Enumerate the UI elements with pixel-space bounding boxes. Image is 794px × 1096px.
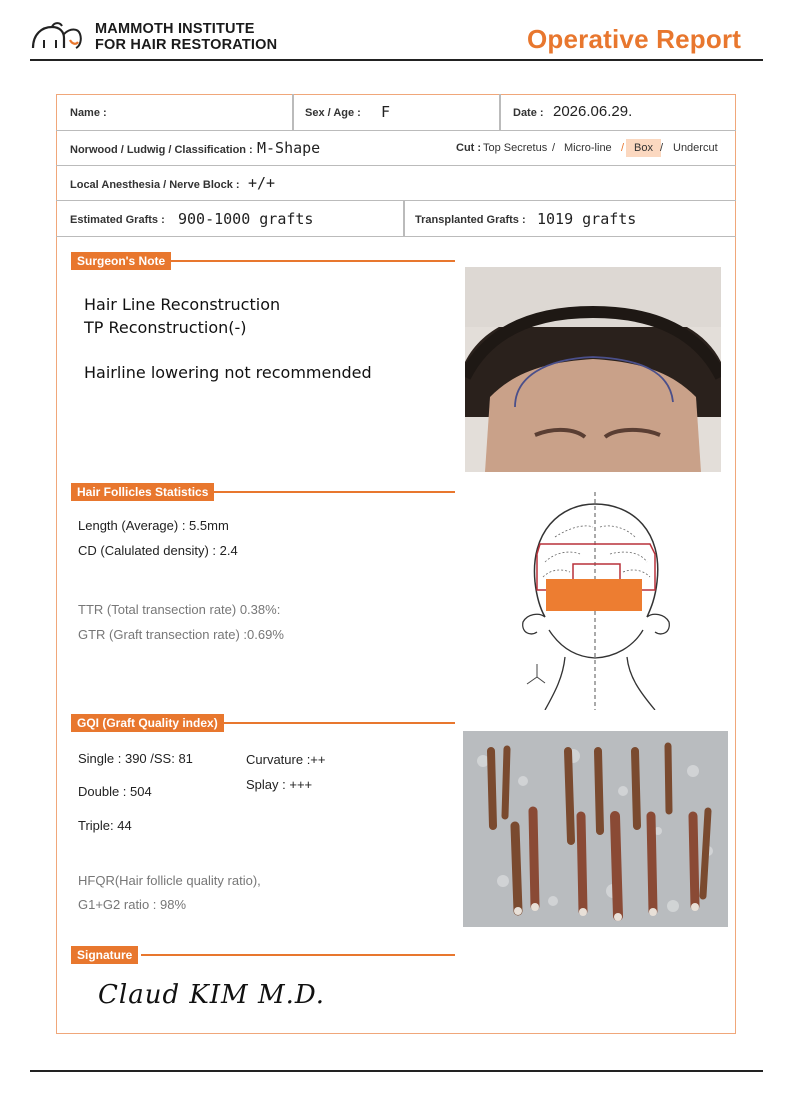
follicle-stats-heading [71,483,456,501]
gqi-g1g2-ratio: G1+G2 ratio : 98% [78,897,187,912]
section-tag: Surgeon's Note [71,252,171,270]
note-line-1: Hair Line Reconstruction [84,295,281,314]
header-divider [30,59,763,61]
divider [499,94,501,130]
surgeons-note-heading [71,252,456,270]
elephant-logo-icon [30,20,90,52]
date-label: Date : [513,107,544,119]
sexage-label: Sex / Age : [305,107,361,119]
cut-option-box-selected[interactable]: Box [626,139,661,157]
estimated-grafts-label: Estimated Grafts : [70,214,165,226]
gqi-triple: Triple: 44 [78,818,132,833]
transplanted-grafts-label: Transplanted Grafts : [415,214,526,226]
anesthesia-label: Local Anesthesia / Nerve Block : [70,179,240,191]
classification-label: Norwood / Ludwig / Classification : [70,144,253,156]
cut-label: Cut : [456,142,482,154]
divider [292,94,294,130]
stat-length: Length (Average) : 5.5mm [78,518,229,533]
section-rule [209,491,455,493]
institute-line1: MAMMOTH INSTITUTE [95,21,255,37]
section-rule [219,722,455,724]
form-row-anesthesia [56,166,736,201]
gqi-single: Single : 390 /SS: 81 [78,751,193,766]
anesthesia-value: +/+ [248,174,276,192]
note-line-2: TP Reconstruction(-) [84,318,247,337]
patient-hairline-photo [465,267,721,472]
form-row-identity [56,94,736,131]
form-row-classification: Norwood / Ludwig / Classification : M-Shape Cut : Top Secretus / Micro-line / Box / Undercut [56,131,736,166]
stat-ttr: TTR (Total transection rate) 0.38%: [78,602,281,617]
section-tag: Hair Follicles Statistics [71,483,214,501]
date-value: 2026.06.29. [553,103,633,120]
donor-area-diagram [515,492,685,710]
stat-cd: CD (Calulated density) : 2.4 [78,543,238,558]
gqi-curvature: Curvature :++ [246,752,326,767]
section-tag: GQI (Graft Quality index) [71,714,224,732]
note-line-3: Hairline lowering not recommended [84,363,372,382]
cut-option-micro-line[interactable]: Micro-line [564,142,612,154]
classification-value: M-Shape [257,139,321,157]
divider [403,201,405,236]
sexage-value: F [381,103,391,121]
section-rule [141,954,455,956]
stat-gtr: GTR (Graft transection rate) :0.69% [78,627,284,642]
extracted-grafts-photo [463,731,728,927]
gqi-hfqr-label: HFQR(Hair follicle quality ratio), [78,873,261,888]
gqi-double: Double : 504 [78,784,152,799]
estimated-grafts-value: 900-1000 grafts [178,210,314,228]
section-tag: Signature [71,946,138,964]
form-row-grafts [56,201,736,237]
transplanted-grafts-value: 1019 grafts [537,210,637,228]
signature-heading [71,946,456,964]
report-title: Operative Report [527,24,742,54]
institute-line2: FOR HAIR RESTORATION [95,37,278,53]
institute-name [95,21,277,53]
section-rule [167,260,455,262]
cut-option-undercut[interactable]: Undercut [673,142,718,154]
gqi-heading [71,714,456,732]
name-label: Name : [70,107,107,119]
footer-divider [30,1070,763,1072]
cut-option-top-secretus[interactable]: Top Secretus [483,142,548,154]
gqi-splay: Splay : +++ [246,777,313,792]
surgeon-signature: Claud KIM M.D. [98,980,326,1010]
